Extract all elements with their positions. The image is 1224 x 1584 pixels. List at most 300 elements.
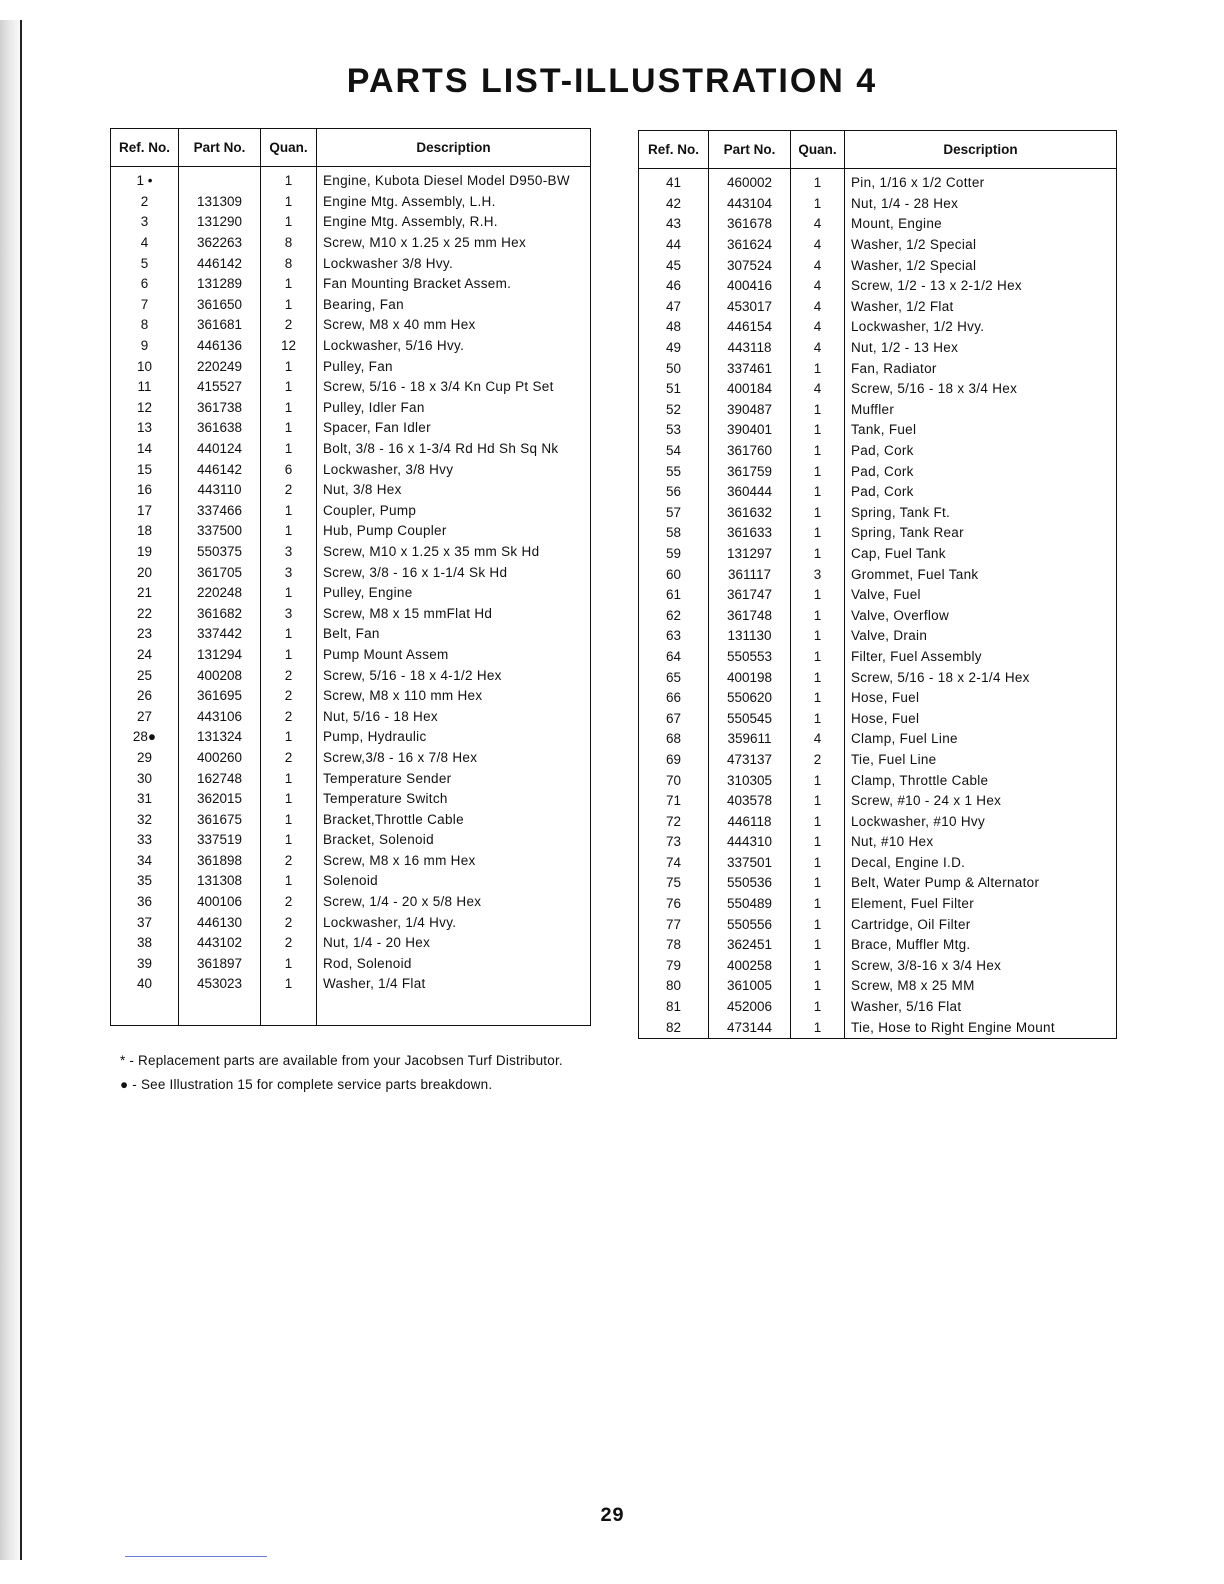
table-row: [639, 750, 1117, 771]
cell-ref: 53: [639, 420, 709, 441]
cell-ref: 40: [111, 974, 179, 995]
table-row: [639, 358, 1117, 379]
parts-table-right: [638, 130, 1117, 1039]
cell-part-no: 360444: [709, 482, 791, 503]
table-row: [639, 544, 1117, 565]
table-row: [639, 605, 1117, 626]
table-row: [111, 562, 591, 583]
cell-ref: 82: [639, 1017, 709, 1038]
cell-quantity: 4: [791, 235, 845, 256]
cell-ref: 3: [111, 212, 179, 233]
cell-quantity: 1: [261, 274, 317, 295]
cell-quantity: 1: [791, 853, 845, 874]
cell-ref: 29: [111, 748, 179, 769]
table-row: [111, 192, 591, 213]
cell-ref: 67: [639, 708, 709, 729]
cell-description: Lockwasher, #10 Hvy: [845, 811, 1117, 832]
cell-quantity: 1: [261, 583, 317, 604]
table-row: [639, 297, 1117, 318]
cell-description: Pulley, Fan: [317, 356, 591, 377]
cell-ref: 1 •: [111, 167, 179, 192]
cell-description: Tie, Fuel Line: [845, 750, 1117, 771]
cell-description: Hose, Fuel: [845, 688, 1117, 709]
cell-quantity: 2: [261, 748, 317, 769]
table-row: [111, 768, 591, 789]
cell-ref: 68: [639, 729, 709, 750]
cell-description: Washer, 5/16 Flat: [845, 997, 1117, 1018]
cell-quantity: 1: [791, 935, 845, 956]
table-row: [639, 276, 1117, 297]
cell-description: Washer, 1/2 Special: [845, 255, 1117, 276]
parts-table-left: [110, 128, 591, 1026]
cell-description: Screw, 1/4 - 20 x 5/8 Hex: [317, 892, 591, 913]
cell-description: Screw, #10 - 24 x 1 Hex: [845, 791, 1117, 812]
cell-part-no: 443104: [709, 194, 791, 215]
cell-ref: 61: [639, 585, 709, 606]
col-header-qty: Quan.: [791, 131, 845, 169]
table-row: [111, 439, 591, 460]
cell-description: Screw, 5/16 - 18 x 2-1/4 Hex: [845, 667, 1117, 688]
cell-ref: 9: [111, 336, 179, 357]
cell-description: Pulley, Engine: [317, 583, 591, 604]
cell-quantity: 2: [261, 665, 317, 686]
spacer-cell: [179, 995, 261, 1026]
cell-quantity: 1: [261, 418, 317, 439]
cell-ref: 6: [111, 274, 179, 295]
cell-ref: 14: [111, 439, 179, 460]
cell-quantity: 1: [261, 974, 317, 995]
cell-quantity: 4: [791, 338, 845, 359]
cell-ref: 76: [639, 894, 709, 915]
cell-part-no: 131324: [179, 727, 261, 748]
cell-ref: 27: [111, 706, 179, 727]
cell-quantity: 1: [261, 830, 317, 851]
cell-part-no: 440124: [179, 439, 261, 460]
cell-part-no: 452006: [709, 997, 791, 1018]
cell-ref: 28●: [111, 727, 179, 748]
cell-description: Screw, M8 x 15 mmFlat Hd: [317, 603, 591, 624]
table-row: [111, 665, 591, 686]
cell-description: Screw, M10 x 1.25 x 35 mm Sk Hd: [317, 542, 591, 563]
cell-part-no: 460002: [709, 169, 791, 194]
cell-ref: 52: [639, 400, 709, 421]
cell-ref: 24: [111, 645, 179, 666]
cell-quantity: 1: [791, 482, 845, 503]
table-row: [639, 956, 1117, 977]
cell-description: Nut, 1/4 - 20 Hex: [317, 933, 591, 954]
cell-quantity: 12: [261, 336, 317, 357]
cell-ref: 43: [639, 214, 709, 235]
cell-quantity: 1: [791, 894, 845, 915]
table-row: [111, 809, 591, 830]
cell-ref: 36: [111, 892, 179, 913]
cell-description: Washer, 1/4 Flat: [317, 974, 591, 995]
cell-ref: 47: [639, 297, 709, 318]
cell-description: Nut, 3/8 Hex: [317, 480, 591, 501]
table-row: [111, 167, 591, 192]
cell-part-no: 550489: [709, 894, 791, 915]
cell-ref: 62: [639, 605, 709, 626]
cell-part-no: 446136: [179, 336, 261, 357]
cell-quantity: 1: [791, 420, 845, 441]
col-header-part: Part No.: [179, 129, 261, 167]
cell-description: Screw, M8 x 40 mm Hex: [317, 315, 591, 336]
table-row: [639, 482, 1117, 503]
cell-part-no: 453023: [179, 974, 261, 995]
cell-part-no: 390401: [709, 420, 791, 441]
cell-part-no: 131294: [179, 645, 261, 666]
cell-description: Tie, Hose to Right Engine Mount: [845, 1017, 1117, 1038]
cell-ref: 21: [111, 583, 179, 604]
cell-ref: 78: [639, 935, 709, 956]
cell-description: Coupler, Pump: [317, 501, 591, 522]
cell-quantity: 1: [261, 768, 317, 789]
cell-quantity: 1: [791, 626, 845, 647]
cell-part-no: 400184: [709, 379, 791, 400]
cell-part-no: 361682: [179, 603, 261, 624]
table-row: [639, 667, 1117, 688]
cell-ref: 17: [111, 501, 179, 522]
table-row: [111, 356, 591, 377]
cell-quantity: 3: [261, 562, 317, 583]
cell-ref: 5: [111, 253, 179, 274]
cell-quantity: 2: [261, 892, 317, 913]
cell-description: Screw,3/8 - 16 x 7/8 Hex: [317, 748, 591, 769]
cell-description: Screw, 5/16 - 18 x 4-1/2 Hex: [317, 665, 591, 686]
table-row: [639, 400, 1117, 421]
cell-ref: 65: [639, 667, 709, 688]
cell-part-no: 550620: [709, 688, 791, 709]
page-title: PARTS LIST-ILLUSTRATION 4: [346, 62, 878, 100]
table-row: [111, 706, 591, 727]
cell-quantity: 1: [261, 809, 317, 830]
table-row: [639, 420, 1117, 441]
table-row: [111, 789, 591, 810]
cell-description: Temperature Sender: [317, 768, 591, 789]
table-row: [639, 585, 1117, 606]
cell-description: Lockwasher 3/8 Hvy.: [317, 253, 591, 274]
cell-description: Lockwasher, 1/2 Hvy.: [845, 317, 1117, 338]
cell-ref: 38: [111, 933, 179, 954]
cell-ref: 12: [111, 398, 179, 419]
col-header-desc: Description: [317, 129, 591, 167]
cell-description: Lockwasher, 3/8 Hvy: [317, 459, 591, 480]
table-row: [639, 1017, 1117, 1038]
cell-ref: 50: [639, 358, 709, 379]
cell-part-no: 473144: [709, 1017, 791, 1038]
table-row: [639, 255, 1117, 276]
cell-quantity: 1: [791, 400, 845, 421]
cell-quantity: 1: [261, 871, 317, 892]
cell-part-no: 131290: [179, 212, 261, 233]
cell-quantity: 1: [261, 167, 317, 192]
cell-part-no: 361117: [709, 564, 791, 585]
cell-ref: 42: [639, 194, 709, 215]
cell-description: Muffler: [845, 400, 1117, 421]
table-row: [111, 212, 591, 233]
cell-ref: 2: [111, 192, 179, 213]
cell-description: Screw, 1/2 - 13 x 2-1/2 Hex: [845, 276, 1117, 297]
table-spacer-row: [111, 995, 591, 1026]
cell-part-no: 443118: [709, 338, 791, 359]
cell-quantity: 1: [791, 1017, 845, 1038]
cell-part-no: 310305: [709, 770, 791, 791]
cell-part-no: 220248: [179, 583, 261, 604]
cell-part-no: 550536: [709, 873, 791, 894]
cell-ref: 49: [639, 338, 709, 359]
cell-ref: 71: [639, 791, 709, 812]
table-row: [639, 523, 1117, 544]
cell-ref: 73: [639, 832, 709, 853]
cell-description: Mount, Engine: [845, 214, 1117, 235]
cell-part-no: 337466: [179, 501, 261, 522]
table-row: [111, 603, 591, 624]
cell-part-no: 550375: [179, 542, 261, 563]
cell-part-no: 361748: [709, 605, 791, 626]
cell-description: Washer, 1/2 Flat: [845, 297, 1117, 318]
cell-ref: 51: [639, 379, 709, 400]
table-row: [111, 912, 591, 933]
cell-description: Screw, 5/16 - 18 x 3/4 Hex: [845, 379, 1117, 400]
col-header-desc: Description: [845, 131, 1117, 169]
table-row: [639, 791, 1117, 812]
cell-description: Nut, 1/2 - 13 Hex: [845, 338, 1117, 359]
cell-ref: 35: [111, 871, 179, 892]
cell-part-no: 361897: [179, 954, 261, 975]
cell-quantity: 1: [791, 585, 845, 606]
cell-part-no: 307524: [709, 255, 791, 276]
table-row: [111, 336, 591, 357]
cell-description: Cartridge, Oil Filter: [845, 914, 1117, 935]
cell-ref: 45: [639, 255, 709, 276]
cell-quantity: 1: [791, 358, 845, 379]
cell-description: Spring, Tank Ft.: [845, 503, 1117, 524]
cell-quantity: 3: [261, 542, 317, 563]
cell-part-no: 550556: [709, 914, 791, 935]
cell-quantity: 2: [261, 933, 317, 954]
table-row: [639, 770, 1117, 791]
table-row: [111, 851, 591, 872]
cell-part-no: 359611: [709, 729, 791, 750]
cell-part-no: 361638: [179, 418, 261, 439]
cell-description: Valve, Drain: [845, 626, 1117, 647]
table-row: [639, 647, 1117, 668]
table-row: [639, 914, 1117, 935]
cell-quantity: 6: [261, 459, 317, 480]
table-row: [639, 214, 1117, 235]
cell-description: Clamp, Throttle Cable: [845, 770, 1117, 791]
table-row: [111, 748, 591, 769]
cell-part-no: 446142: [179, 459, 261, 480]
cell-quantity: 3: [261, 603, 317, 624]
cell-ref: 8: [111, 315, 179, 336]
cell-description: Screw, M8 x 25 MM: [845, 976, 1117, 997]
cell-part-no: 361738: [179, 398, 261, 419]
cell-quantity: 1: [791, 914, 845, 935]
cell-description: Pad, Cork: [845, 461, 1117, 482]
cell-ref: 13: [111, 418, 179, 439]
cell-part-no: 403578: [709, 791, 791, 812]
table-row: [111, 315, 591, 336]
cell-part-no: 400416: [709, 276, 791, 297]
cell-ref: 15: [111, 459, 179, 480]
cell-quantity: 3: [791, 564, 845, 585]
cell-quantity: 1: [261, 439, 317, 460]
cell-quantity: 1: [791, 605, 845, 626]
cell-part-no: 453017: [709, 297, 791, 318]
cell-description: Pulley, Idler Fan: [317, 398, 591, 419]
cell-description: Screw, M8 x 16 mm Hex: [317, 851, 591, 872]
cell-ref: 10: [111, 356, 179, 377]
cell-quantity: 2: [261, 706, 317, 727]
cell-quantity: 1: [261, 624, 317, 645]
cell-ref: 77: [639, 914, 709, 935]
cell-quantity: 4: [791, 276, 845, 297]
cell-quantity: 8: [261, 233, 317, 254]
cell-part-no: 400258: [709, 956, 791, 977]
cell-part-no: 337461: [709, 358, 791, 379]
table-row: [639, 441, 1117, 462]
cell-description: Brace, Muffler Mtg.: [845, 935, 1117, 956]
cell-ref: 58: [639, 523, 709, 544]
cell-description: Cap, Fuel Tank: [845, 544, 1117, 565]
cell-quantity: 2: [791, 750, 845, 771]
cell-ref: 19: [111, 542, 179, 563]
binding-line: [20, 20, 22, 1560]
cell-part-no: 361675: [179, 809, 261, 830]
col-header-ref: Ref. No.: [111, 129, 179, 167]
cell-description: Filter, Fuel Assembly: [845, 647, 1117, 668]
cell-ref: 41: [639, 169, 709, 194]
cell-ref: 31: [111, 789, 179, 810]
cell-description: Bearing, Fan: [317, 295, 591, 316]
cell-quantity: 1: [791, 708, 845, 729]
cell-part-no: 400208: [179, 665, 261, 686]
cell-part-no: 400260: [179, 748, 261, 769]
cell-part-no: 361624: [709, 235, 791, 256]
cell-part-no: 550553: [709, 647, 791, 668]
cell-ref: 64: [639, 647, 709, 668]
cell-ref: 72: [639, 811, 709, 832]
cell-part-no: 415527: [179, 377, 261, 398]
cell-ref: 26: [111, 686, 179, 707]
cell-part-no: 361005: [709, 976, 791, 997]
cell-ref: 16: [111, 480, 179, 501]
table-row: [639, 194, 1117, 215]
cell-ref: 56: [639, 482, 709, 503]
cell-description: Temperature Switch: [317, 789, 591, 810]
cell-part-no: [179, 167, 261, 192]
spacer-cell: [261, 995, 317, 1026]
cell-description: Tank, Fuel: [845, 420, 1117, 441]
cell-part-no: 400198: [709, 667, 791, 688]
cell-quantity: 1: [261, 727, 317, 748]
cell-quantity: 1: [261, 192, 317, 213]
cell-description: Rod, Solenoid: [317, 954, 591, 975]
cell-part-no: 220249: [179, 356, 261, 377]
table-row: [111, 398, 591, 419]
table-row: [111, 830, 591, 851]
cell-description: Pin, 1/16 x 1/2 Cotter: [845, 169, 1117, 194]
cell-description: Washer, 1/2 Special: [845, 235, 1117, 256]
table-row: [639, 688, 1117, 709]
cell-ref: 7: [111, 295, 179, 316]
cell-description: Pad, Cork: [845, 441, 1117, 462]
cell-description: Nut, 5/16 - 18 Hex: [317, 706, 591, 727]
page-number: 29: [599, 1505, 624, 1528]
cell-description: Spring, Tank Rear: [845, 523, 1117, 544]
cell-description: Hub, Pump Coupler: [317, 521, 591, 542]
cell-quantity: 1: [261, 356, 317, 377]
cell-quantity: 1: [261, 377, 317, 398]
cell-quantity: 4: [791, 255, 845, 276]
cell-description: Screw, M8 x 110 mm Hex: [317, 686, 591, 707]
cell-part-no: 361678: [709, 214, 791, 235]
cell-quantity: 1: [791, 194, 845, 215]
cell-ref: 32: [111, 809, 179, 830]
cell-quantity: 2: [261, 480, 317, 501]
table-row: [111, 892, 591, 913]
cell-description: Bolt, 3/8 - 16 x 1-3/4 Rd Hd Sh Sq Nk: [317, 439, 591, 460]
cell-part-no: 443110: [179, 480, 261, 501]
table-row: [111, 521, 591, 542]
table-row: [639, 976, 1117, 997]
cell-ref: 23: [111, 624, 179, 645]
cell-ref: 34: [111, 851, 179, 872]
cell-quantity: 1: [791, 956, 845, 977]
cell-description: Solenoid: [317, 871, 591, 892]
table-row: [111, 459, 591, 480]
cell-ref: 69: [639, 750, 709, 771]
table-row: [111, 377, 591, 398]
cell-part-no: 131308: [179, 871, 261, 892]
cell-description: Belt, Fan: [317, 624, 591, 645]
cell-ref: 46: [639, 276, 709, 297]
cell-part-no: 361898: [179, 851, 261, 872]
cell-quantity: 4: [791, 317, 845, 338]
cell-quantity: 1: [791, 976, 845, 997]
table-row: [639, 461, 1117, 482]
cell-part-no: 550545: [709, 708, 791, 729]
cell-ref: 59: [639, 544, 709, 565]
cell-part-no: 362263: [179, 233, 261, 254]
table-header-row: [111, 129, 591, 167]
table-row: [111, 686, 591, 707]
cell-part-no: 361747: [709, 585, 791, 606]
cell-ref: 54: [639, 441, 709, 462]
table-row: [639, 997, 1117, 1018]
cell-quantity: 2: [261, 912, 317, 933]
cell-quantity: 2: [261, 686, 317, 707]
cell-quantity: 1: [791, 791, 845, 812]
table-row: [111, 974, 591, 995]
cell-ref: 75: [639, 873, 709, 894]
cell-part-no: 337501: [709, 853, 791, 874]
cell-description: Pad, Cork: [845, 482, 1117, 503]
cell-ref: 30: [111, 768, 179, 789]
table-header-row: [639, 131, 1117, 169]
cell-part-no: 390487: [709, 400, 791, 421]
cell-ref: 25: [111, 665, 179, 686]
col-header-ref: Ref. No.: [639, 131, 709, 169]
cell-ref: 48: [639, 317, 709, 338]
cell-quantity: 1: [791, 461, 845, 482]
cell-quantity: 2: [261, 315, 317, 336]
footnote-illustration: ● - See Illustration 15 for complete service parts breakdown.: [120, 1077, 493, 1092]
table-row: [111, 933, 591, 954]
cell-quantity: 1: [791, 441, 845, 462]
cell-quantity: 1: [791, 688, 845, 709]
